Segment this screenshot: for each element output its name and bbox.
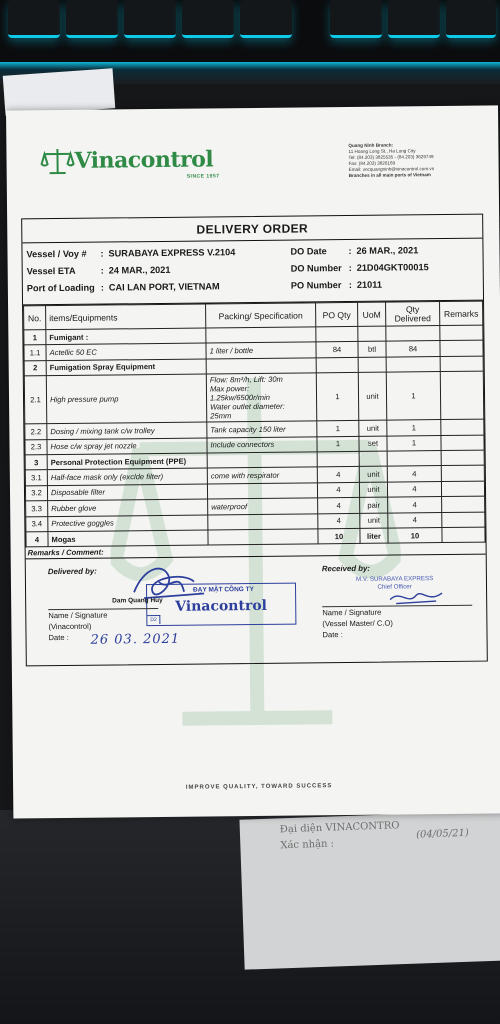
delivered-by-block	[48, 567, 97, 577]
column-header: Remarks	[440, 301, 483, 325]
delivery-order-sheet	[6, 105, 500, 818]
spec-cell: Flow: 8m³/h, Lift: 30m Max power: 1.25kw/6500r/min Water outlet diameter: 25mm	[206, 373, 316, 422]
remarks-cell	[441, 465, 484, 481]
qty-delivered-cell: 1	[387, 420, 441, 436]
row-number-cell: 3.3	[26, 501, 48, 517]
org-label: (Vessel Master/ C.O)	[322, 618, 393, 629]
keyboard-key	[124, 0, 176, 38]
item-cell: Rubber glove	[48, 499, 208, 516]
remarks-cell	[441, 450, 484, 466]
keyboard-key	[446, 0, 496, 38]
item-cell: Protective goggles	[48, 515, 208, 532]
qty-delivered-cell	[386, 326, 440, 342]
qty-delivered-cell: 4	[387, 466, 441, 482]
remarks-cell	[441, 481, 484, 497]
vessel-value: SURABAYA EXPRESS V.2104	[108, 247, 236, 259]
stamp-code: D2	[147, 615, 160, 624]
keyboard-background	[0, 0, 500, 62]
keyboard-key	[330, 0, 382, 38]
received-by-block	[322, 564, 370, 574]
keyboard-key	[182, 0, 234, 38]
qty-delivered-cell: 1	[386, 372, 440, 421]
colon: :	[100, 265, 104, 276]
uom-cell: unit	[359, 420, 387, 436]
row-number-cell: 2	[24, 360, 46, 376]
item-cell: Fumigation Spray Equipment	[46, 359, 206, 376]
company-since: SINCE 1957	[186, 173, 220, 180]
order-meta	[22, 239, 483, 306]
remarks-label: Remarks / Comment:	[26, 543, 486, 560]
column-header: PO Qty	[316, 302, 358, 326]
qty-delivered-cell: 4	[388, 512, 442, 528]
item-cell: High pressure pump	[46, 374, 206, 424]
stamp-text: ĐẠY MẶT CÔNG TY	[193, 586, 255, 594]
uom-cell: btl	[358, 342, 386, 358]
date-label: Date :	[48, 633, 69, 643]
spec-cell: Include connectors	[207, 436, 317, 453]
vessel-stamp-line: M.V. SURABAYA EXPRESS	[355, 575, 434, 584]
vinacontrol-logo	[34, 140, 224, 188]
colon: :	[348, 279, 352, 290]
row-number-cell: 3.1	[25, 470, 47, 486]
name-signature-label: Name / Signature	[322, 605, 472, 619]
do-number-label: DO Number	[290, 263, 342, 274]
spec-cell	[208, 529, 318, 546]
colon: :	[100, 248, 104, 259]
po-qty-cell: 4	[317, 467, 359, 483]
scales-logo-icon	[40, 146, 74, 176]
spec-cell: 1 liter / bottle	[206, 342, 316, 359]
qty-delivered-cell: 4	[388, 497, 442, 513]
branch-name: Quang Ninh Branch:	[348, 142, 394, 148]
remarks-cell	[441, 419, 484, 435]
item-cell: Dosing / mixing tank c/w trolley	[47, 422, 207, 439]
column-header: Packing/ Specification	[206, 303, 316, 328]
uom-cell	[358, 326, 386, 342]
row-number-cell: 3.4	[26, 516, 48, 532]
delivered-by-label: Delivered by:	[47, 566, 97, 577]
po-qty-cell: 10	[318, 528, 360, 544]
uom-cell: unit	[358, 372, 387, 420]
po-qty-cell: 4	[318, 513, 360, 529]
colon: :	[100, 282, 104, 293]
qty-delivered-cell: 84	[386, 341, 440, 357]
vessel-stamp-line: Chief Officer	[377, 583, 412, 592]
spec-cell: Tank capacity 150 liter	[207, 421, 317, 438]
spec-cell: come with respirator	[207, 467, 317, 484]
underlying-text: (04/05/21)	[415, 827, 469, 841]
uom-cell: unit	[359, 482, 387, 498]
underlying-document	[239, 810, 500, 969]
po-number-value: 21011	[356, 279, 382, 290]
remarks-cell	[440, 325, 483, 341]
do-date-label: DO Date	[290, 246, 327, 257]
row-number-cell: 2.3	[25, 439, 47, 455]
remarks-cell	[442, 496, 485, 512]
order-frame	[21, 214, 488, 667]
keyboard-key	[240, 0, 292, 38]
remarks-cell	[442, 527, 485, 543]
po-qty-cell: 84	[316, 342, 358, 358]
do-number-value: 21D04GKT00015	[356, 262, 429, 273]
underlying-text: Đại diện VINACONTRO	[279, 820, 400, 836]
item-cell: Disposable filter	[47, 484, 207, 501]
colon: :	[348, 245, 352, 256]
spec-cell	[207, 452, 317, 469]
row-number-cell: 1	[24, 330, 46, 346]
eta-value: 24 MAR., 2021	[108, 264, 171, 276]
uom-cell: set	[359, 436, 387, 452]
keyboard-key	[66, 0, 118, 38]
remarks-cell	[440, 356, 483, 372]
spec-cell	[206, 327, 316, 344]
colon: :	[348, 262, 352, 273]
table-body	[24, 325, 485, 547]
row-number-cell: 2.1	[24, 376, 47, 424]
keyboard-key	[388, 0, 440, 38]
received-by-label: Received by:	[321, 564, 370, 574]
branch-note: Branches in all main ports of Vietnam	[348, 172, 431, 178]
item-cell: Personal Protection Equipment (PPE)	[47, 453, 207, 470]
qty-delivered-cell: 1	[387, 435, 441, 451]
table-row	[24, 371, 483, 424]
spec-cell	[206, 358, 316, 375]
po-qty-cell: 4	[317, 482, 359, 498]
row-number-cell: 4	[26, 532, 48, 548]
spec-cell	[207, 483, 317, 500]
column-header: items/Equipments	[46, 304, 206, 330]
row-number-cell: 3	[25, 455, 47, 471]
company-stamp	[146, 583, 296, 627]
date-label: Date :	[322, 630, 343, 640]
remarks-cell	[441, 435, 484, 451]
uom-cell	[359, 451, 387, 467]
name-signature-label: Name / Signature	[48, 608, 158, 621]
po-qty-cell	[316, 326, 358, 342]
remarks-cell	[440, 340, 483, 356]
port-label: Port of Loading	[26, 282, 95, 294]
uom-cell: unit	[359, 466, 387, 482]
column-header: UoM	[358, 302, 386, 326]
branch-line: Tel: (84.203) 3825535 - (84.203) 3629749	[348, 154, 434, 160]
spec-cell: waterproof	[208, 498, 318, 515]
branch-line: Fax: (84.203) 3826169	[348, 160, 396, 166]
branch-info	[348, 141, 498, 179]
column-header: No.	[24, 306, 46, 330]
port-value: CAI LAN PORT, VIETNAM	[108, 281, 220, 293]
item-cell: Actellic 50 EC	[46, 343, 206, 360]
remarks-cell	[440, 371, 484, 419]
received-fields	[322, 605, 472, 641]
row-number-cell: 2.2	[25, 424, 47, 440]
po-qty-cell: 4	[318, 498, 360, 514]
qty-delivered-cell	[386, 356, 440, 372]
company-name: Vinacontrol	[74, 146, 214, 174]
spec-cell	[208, 513, 318, 530]
signer-name: Dam Quang Huy	[112, 597, 163, 605]
remarks-cell	[442, 512, 485, 528]
row-number-cell: 1.1	[24, 345, 46, 361]
uom-cell	[358, 357, 386, 373]
po-qty-cell: 1	[317, 436, 359, 452]
column-header: Qty Delivered	[386, 302, 440, 327]
branch-line: 11 Hoang Long St., Ha Long City	[348, 148, 416, 154]
qty-delivered-cell: 4	[387, 481, 441, 497]
qty-delivered-cell	[387, 450, 441, 466]
item-cell: Hose c/w spray jet nozzle	[47, 438, 207, 455]
vessel-label: Vessel / Voy #	[26, 248, 87, 260]
po-qty-cell	[316, 357, 358, 373]
uom-cell: pair	[360, 497, 388, 513]
po-qty-cell: 1	[317, 421, 359, 437]
item-cell: Fumigant :	[46, 328, 206, 345]
underlying-text: Xác nhận :	[280, 838, 335, 852]
qty-delivered-cell: 10	[388, 527, 442, 543]
po-number-label: PO Number	[290, 280, 342, 291]
branch-line: Email: vncquangninh@vinacontrol.com.vn	[348, 166, 435, 172]
item-cell: Half-face mask only (exclde filter)	[47, 468, 207, 485]
org-label: (Vinacontrol)	[48, 622, 92, 632]
po-qty-cell: 1	[316, 373, 359, 421]
po-qty-cell	[317, 451, 359, 467]
items-table	[23, 301, 486, 548]
remarks-section	[26, 543, 487, 666]
item-cell: Mogas	[48, 530, 208, 547]
row-number-cell: 3.2	[25, 485, 47, 501]
page-title: DELIVERY ORDER	[22, 215, 482, 244]
uom-cell: unit	[360, 513, 388, 529]
uom-cell: liter	[360, 528, 388, 544]
do-date-value: 26 MAR., 2021	[356, 245, 419, 256]
eta-label: Vessel ETA	[26, 265, 76, 277]
handwritten-date: 26 03. 2021	[90, 632, 181, 649]
stamp-text: Vinacontrol	[175, 598, 268, 616]
footer-slogan: IMPROVE QUALITY, TOWARD SUCCESS	[185, 783, 333, 791]
keyboard-key	[8, 0, 60, 38]
